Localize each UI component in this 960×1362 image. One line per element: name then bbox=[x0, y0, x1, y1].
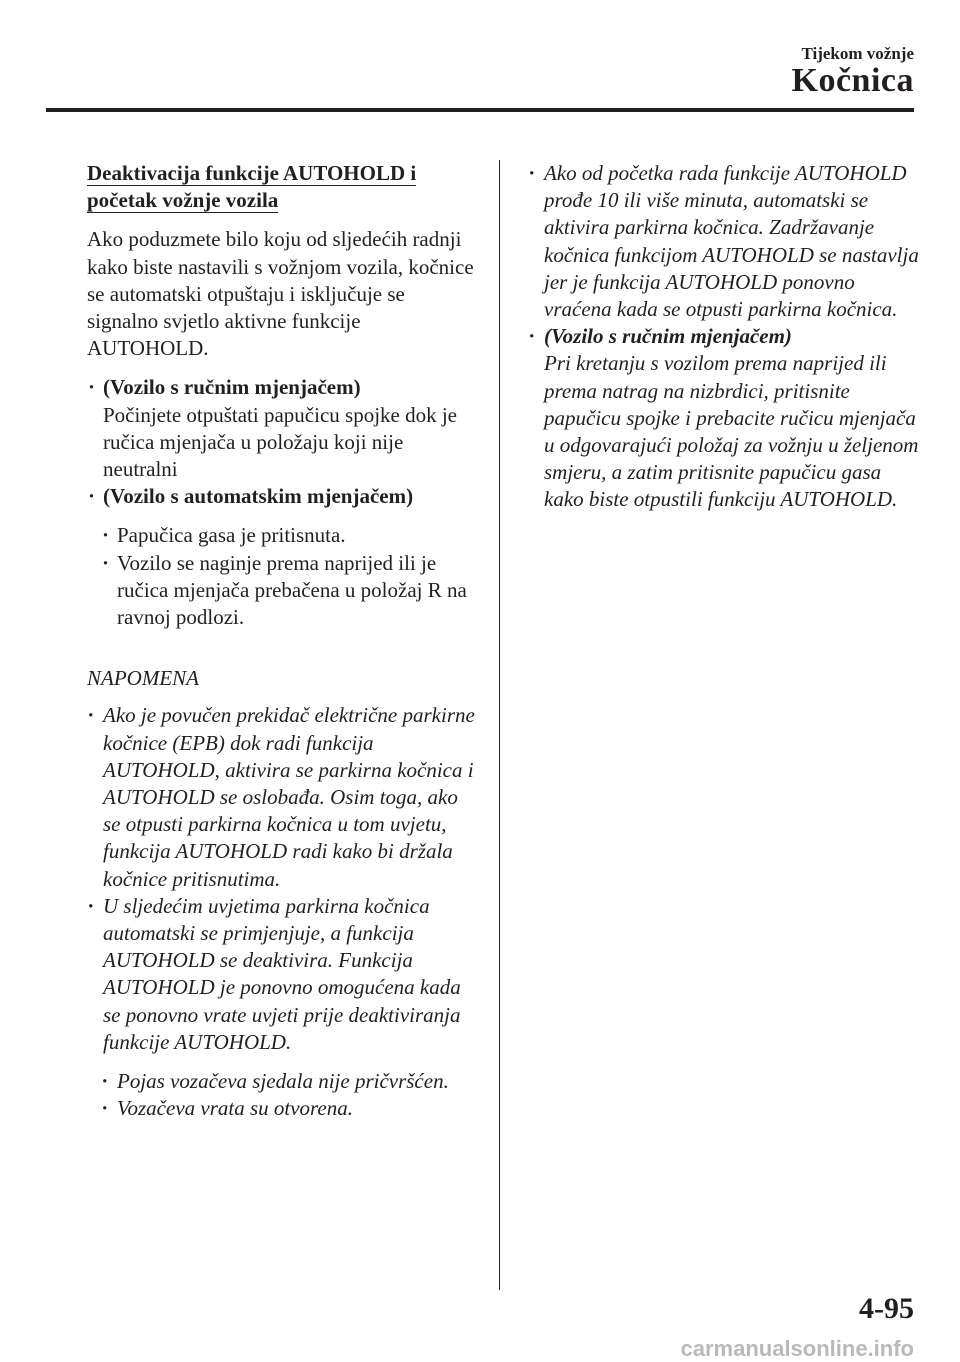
page-number: 4-95 bbox=[859, 1292, 914, 1325]
left-column bbox=[87, 160, 477, 1123]
note-manual-label: · (Vozilo s ručnim mjenjačem) bbox=[544, 324, 792, 349]
note-item-timeout: · Ako od početka rada funkcije AUTOHOLD prođe 10 ili više minuta, automatski se aktivira parkirna kočnica. Zadržavanje kočnica funkcijom AUTOHOLD se nastavlja jer je funkcija AUTOHOLD ponovno vraćena kada se otpusti parkirna kočnica. bbox=[528, 160, 923, 323]
list-item-manual bbox=[87, 374, 477, 483]
section-heading-line2: početak vožnje vozila bbox=[87, 188, 279, 213]
manual-label: · (Vozilo s ručnim mjenjačem) bbox=[103, 375, 361, 400]
sub-item-gas: · Papučica gasa je pritisnuta. bbox=[101, 522, 477, 549]
note-item-conditions: · U sljedećim uvjetima parkirna kočnica automatski se primjenjuje, a funkcija AUTOHOLD se deaktivira. Funkcija AUTOHOLD je ponovno omogućena kada se ponovno vrate uvjeti prije deaktiviranja funkcije AUTOHOLD. bbox=[87, 893, 477, 1056]
note-item-epb: · Ako je povučen prekidač električne parkirne kočnice (EPB) dok radi funkcija AUTOHOLD, aktivira se parkirna kočnica i AUTOHOLD se oslobađa. Osim toga, ako se otpusti parkirna kočnica u tom uvjetu, funkcija AUTOHOLD radi kako bi držala kočnice pritisnutima. bbox=[87, 702, 477, 892]
sub-item-incline: · Vozilo se naginje prema naprijed ili je ručica mjenjača prebačena u položaj R na ravnoj podlozi. bbox=[101, 550, 477, 632]
note-sub-door: · Vozačeva vrata su otvorena. bbox=[101, 1095, 477, 1122]
automatic-label: · (Vozilo s automatskim mjenjačem) bbox=[103, 484, 414, 509]
header-rule bbox=[46, 108, 914, 112]
section-heading bbox=[87, 160, 416, 214]
header-section: Tijekom vožnje bbox=[801, 44, 914, 63]
manual-text: Počinjete otpuštati papučicu spojke dok je ručica mjenjača u položaju koji nije neutralni bbox=[103, 402, 458, 482]
note-sub-seatbelt: · Pojas vozačeva sjedala nije pričvršćen. bbox=[101, 1068, 477, 1095]
note-item-manual bbox=[528, 323, 923, 513]
column-divider bbox=[499, 160, 500, 1290]
page-title: Kočnica bbox=[791, 62, 914, 99]
list-item-automatic bbox=[87, 483, 477, 510]
section-heading-line1: Deaktivacija funkcije AUTOHOLD i bbox=[87, 161, 417, 185]
note-manual-text: Pri kretanju s vozilom prema naprijed ili prema natrag na nizbrdici, pritisnite papučicu spojke i prebacite ručicu mjenjača u odgovarajući položaj za vožnju u željenom smjeru, a zatim pritisnite papučicu gasa kako biste otpustili funkciju AUTOHOLD. bbox=[544, 351, 919, 512]
right-column bbox=[528, 160, 923, 514]
note-title: NAPOMENA bbox=[87, 666, 199, 691]
watermark: carmanualsonline.info bbox=[680, 1336, 914, 1361]
intro-paragraph: Ako poduzmete bilo koju od sljedećih radnji kako biste nastavili s vožnjom vozila, kočnice se automatski otpuštaju i isključuje se signalno svjetlo aktivne funkcije AUTOHOLD. bbox=[87, 227, 474, 361]
